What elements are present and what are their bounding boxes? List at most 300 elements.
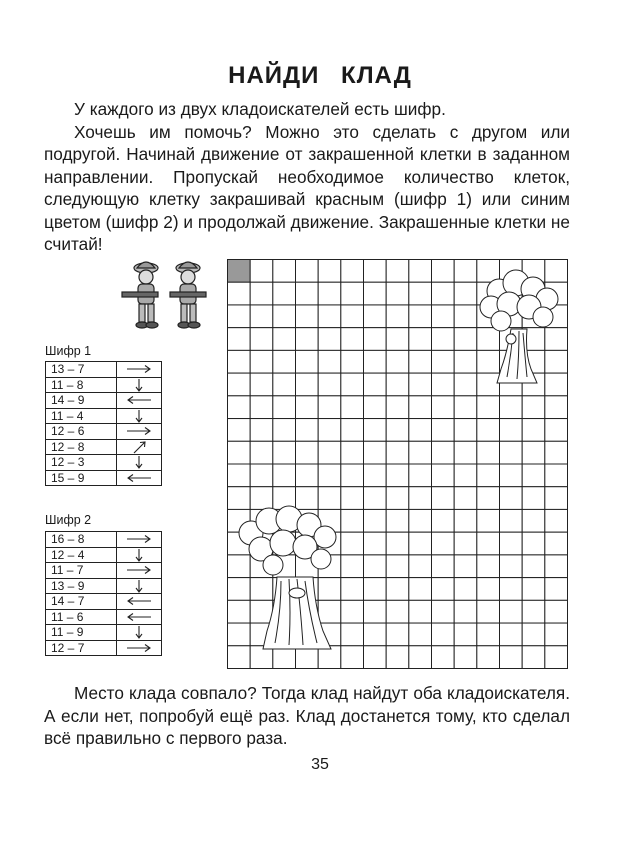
arrow-left-icon bbox=[124, 594, 154, 608]
grid-cell[interactable] bbox=[522, 623, 545, 646]
grid-cell[interactable] bbox=[477, 328, 500, 351]
grid-cell[interactable] bbox=[228, 350, 251, 373]
cipher-direction bbox=[117, 609, 162, 625]
grid-cell[interactable] bbox=[454, 600, 477, 623]
grid-cell[interactable] bbox=[341, 646, 364, 669]
grid-cell[interactable] bbox=[409, 487, 432, 510]
grid-cell[interactable] bbox=[250, 578, 273, 601]
grid-cell[interactable] bbox=[228, 646, 251, 669]
grid-cell[interactable] bbox=[432, 373, 455, 396]
cipher-direction bbox=[117, 640, 162, 656]
grid-cell[interactable] bbox=[409, 419, 432, 442]
cipher-direction bbox=[117, 377, 162, 393]
grid-cell[interactable] bbox=[500, 555, 523, 578]
grid-cell[interactable] bbox=[228, 464, 251, 487]
outro-text bbox=[44, 682, 570, 750]
grid-cell[interactable] bbox=[296, 282, 319, 305]
cipher-row bbox=[46, 578, 162, 594]
grid-cell[interactable] bbox=[250, 600, 273, 623]
cipher-direction bbox=[117, 578, 162, 594]
grid-cell[interactable] bbox=[341, 396, 364, 419]
grid-cell[interactable] bbox=[409, 555, 432, 578]
cipher-direction bbox=[117, 424, 162, 440]
grid-cell[interactable] bbox=[386, 373, 409, 396]
grid-cell[interactable] bbox=[432, 464, 455, 487]
cipher-row bbox=[46, 594, 162, 610]
grid-cell[interactable] bbox=[341, 328, 364, 351]
grid-cell[interactable] bbox=[545, 578, 568, 601]
grid-cell[interactable] bbox=[522, 441, 545, 464]
cipher-expression: 12 – 6 bbox=[46, 424, 117, 440]
grid-cell[interactable] bbox=[273, 328, 296, 351]
grid-cell[interactable] bbox=[296, 464, 319, 487]
grid-cell[interactable] bbox=[318, 282, 341, 305]
grid-cell[interactable] bbox=[341, 419, 364, 442]
grid-cell[interactable] bbox=[409, 305, 432, 328]
grid-cell[interactable] bbox=[341, 487, 364, 510]
grid-cell[interactable] bbox=[409, 623, 432, 646]
grid-cell[interactable] bbox=[432, 646, 455, 669]
cipher-expression: 12 – 3 bbox=[46, 455, 117, 471]
grid-cell[interactable] bbox=[386, 419, 409, 442]
intro-paragraph-1: У каждого из двух кладоискателей есть шифр. bbox=[74, 99, 446, 119]
grid-cell[interactable] bbox=[250, 464, 273, 487]
grid-cell[interactable] bbox=[250, 328, 273, 351]
grid-cell[interactable] bbox=[364, 600, 387, 623]
cipher-row bbox=[46, 455, 162, 471]
cipher-direction bbox=[117, 439, 162, 455]
grid-cell[interactable] bbox=[522, 532, 545, 555]
grid-cell[interactable] bbox=[386, 487, 409, 510]
grid-cell[interactable] bbox=[318, 373, 341, 396]
grid-cell[interactable] bbox=[318, 396, 341, 419]
grid-cell[interactable] bbox=[522, 464, 545, 487]
grid-cell[interactable] bbox=[273, 464, 296, 487]
grid-cell[interactable] bbox=[432, 600, 455, 623]
grid-cell[interactable] bbox=[477, 464, 500, 487]
grid-cell[interactable] bbox=[500, 419, 523, 442]
grid-cell[interactable] bbox=[341, 600, 364, 623]
arrow-down-icon bbox=[124, 548, 154, 562]
cipher-expression: 13 – 9 bbox=[46, 578, 117, 594]
grid-cell[interactable] bbox=[341, 260, 364, 283]
grid-cell[interactable] bbox=[522, 487, 545, 510]
grid-cell[interactable] bbox=[386, 464, 409, 487]
grid-cell[interactable] bbox=[545, 555, 568, 578]
cipher-expression: 14 – 9 bbox=[46, 393, 117, 409]
cipher-expression: 13 – 7 bbox=[46, 362, 117, 378]
grid-cell[interactable] bbox=[228, 555, 251, 578]
cipher-2-table bbox=[45, 531, 162, 656]
grid-cell[interactable] bbox=[386, 532, 409, 555]
grid-cell[interactable] bbox=[500, 600, 523, 623]
grid-cell[interactable] bbox=[273, 441, 296, 464]
grid-cell[interactable] bbox=[477, 509, 500, 532]
arrow-left-icon bbox=[124, 471, 154, 485]
grid-cell[interactable] bbox=[432, 396, 455, 419]
grid-cell[interactable] bbox=[409, 464, 432, 487]
grid-cell[interactable] bbox=[228, 328, 251, 351]
grid-cell[interactable] bbox=[386, 555, 409, 578]
grid-cell[interactable] bbox=[364, 419, 387, 442]
grid-cell[interactable] bbox=[545, 419, 568, 442]
cipher-row bbox=[46, 609, 162, 625]
arrow-down-icon bbox=[124, 579, 154, 593]
grid-cell[interactable] bbox=[432, 260, 455, 283]
grid-cell[interactable] bbox=[228, 373, 251, 396]
grid-cell[interactable] bbox=[341, 623, 364, 646]
grid-cell[interactable] bbox=[477, 532, 500, 555]
grid-cell[interactable] bbox=[273, 396, 296, 419]
grid-cell[interactable] bbox=[228, 282, 251, 305]
grid-cell[interactable] bbox=[228, 441, 251, 464]
grid-cell[interactable] bbox=[454, 282, 477, 305]
cipher-1-table bbox=[45, 361, 162, 486]
grid-cell[interactable] bbox=[454, 328, 477, 351]
grid-cell[interactable] bbox=[522, 600, 545, 623]
cipher-expression: 12 – 4 bbox=[46, 547, 117, 563]
grid-cell[interactable] bbox=[364, 305, 387, 328]
grid-cell[interactable] bbox=[386, 350, 409, 373]
grid-cell[interactable] bbox=[409, 260, 432, 283]
grid-cell[interactable] bbox=[454, 396, 477, 419]
grid-cell[interactable] bbox=[364, 646, 387, 669]
grid-cell[interactable] bbox=[545, 260, 568, 283]
grid-cell[interactable] bbox=[454, 509, 477, 532]
grid-cell[interactable] bbox=[318, 260, 341, 283]
grid-cell[interactable] bbox=[477, 578, 500, 601]
grid-cell[interactable] bbox=[341, 555, 364, 578]
grid-cell[interactable] bbox=[500, 464, 523, 487]
grid-cell[interactable] bbox=[454, 350, 477, 373]
grid-cell[interactable] bbox=[386, 600, 409, 623]
grid-cell[interactable] bbox=[364, 578, 387, 601]
cipher-expression: 11 – 6 bbox=[46, 609, 117, 625]
grid-cell[interactable] bbox=[318, 600, 341, 623]
grid-cell[interactable] bbox=[454, 419, 477, 442]
grid-cell[interactable] bbox=[364, 464, 387, 487]
grid-cell[interactable] bbox=[341, 578, 364, 601]
grid-cell[interactable] bbox=[273, 419, 296, 442]
grid-cell[interactable] bbox=[364, 328, 387, 351]
cipher-direction bbox=[117, 625, 162, 641]
grid-cell[interactable] bbox=[296, 396, 319, 419]
grid-cell[interactable] bbox=[477, 623, 500, 646]
grid-cell[interactable] bbox=[409, 441, 432, 464]
grid-cell[interactable] bbox=[454, 373, 477, 396]
grid-cell[interactable] bbox=[364, 509, 387, 532]
grid-cell[interactable] bbox=[228, 600, 251, 623]
treasure-grid[interactable] bbox=[227, 259, 568, 674]
grid-cell[interactable] bbox=[432, 328, 455, 351]
cipher-expression: 12 – 8 bbox=[46, 439, 117, 455]
grid-cell[interactable] bbox=[409, 578, 432, 601]
grid-cell[interactable] bbox=[454, 646, 477, 669]
grid-cell[interactable] bbox=[228, 623, 251, 646]
cipher-expression: 12 – 7 bbox=[46, 640, 117, 656]
grid-cell[interactable] bbox=[296, 260, 319, 283]
grid-cell[interactable] bbox=[296, 441, 319, 464]
grid-cell[interactable] bbox=[341, 305, 364, 328]
grid-cell[interactable] bbox=[432, 623, 455, 646]
grid-cell[interactable] bbox=[341, 532, 364, 555]
cipher-row bbox=[46, 640, 162, 656]
grid-cell[interactable] bbox=[545, 396, 568, 419]
arrow-down-icon bbox=[124, 625, 154, 639]
grid-cell[interactable] bbox=[386, 328, 409, 351]
grid-cell[interactable] bbox=[228, 396, 251, 419]
cipher-expression: 11 – 9 bbox=[46, 625, 117, 641]
grid-cell[interactable] bbox=[318, 305, 341, 328]
arrow-down-icon bbox=[124, 455, 154, 469]
grid-cell[interactable] bbox=[522, 419, 545, 442]
cipher-row bbox=[46, 439, 162, 455]
arrow-left-icon bbox=[124, 610, 154, 624]
grid-cell[interactable] bbox=[477, 555, 500, 578]
cipher-2-title: Шифр 2 bbox=[45, 513, 92, 527]
grid-cell[interactable] bbox=[341, 282, 364, 305]
arrow-right-icon bbox=[124, 362, 154, 376]
page-number: 35 bbox=[311, 756, 329, 773]
grid-cell[interactable] bbox=[500, 396, 523, 419]
cipher-direction bbox=[117, 547, 162, 563]
grid-cell[interactable] bbox=[477, 260, 500, 283]
grid-cell[interactable] bbox=[545, 532, 568, 555]
grid-cell[interactable] bbox=[318, 464, 341, 487]
grid-canvas[interactable] bbox=[227, 259, 568, 669]
grid-cell[interactable] bbox=[364, 532, 387, 555]
cipher-row bbox=[46, 393, 162, 409]
grid-cell[interactable] bbox=[477, 646, 500, 669]
cipher-row bbox=[46, 625, 162, 641]
grid-cell[interactable] bbox=[228, 419, 251, 442]
arrow-right-icon bbox=[124, 424, 154, 438]
cipher-direction bbox=[117, 470, 162, 486]
grid-cell[interactable] bbox=[341, 464, 364, 487]
grid-cell[interactable] bbox=[432, 282, 455, 305]
grid-cell[interactable] bbox=[341, 509, 364, 532]
arrow-down-icon bbox=[124, 409, 154, 423]
grid-cell[interactable] bbox=[477, 396, 500, 419]
grid-cell[interactable] bbox=[545, 350, 568, 373]
arrow-right-icon bbox=[124, 563, 154, 577]
cipher-row bbox=[46, 408, 162, 424]
grid-cell[interactable] bbox=[228, 578, 251, 601]
cipher-direction bbox=[117, 532, 162, 548]
cipher-expression: 16 – 8 bbox=[46, 532, 117, 548]
grid-cell[interactable] bbox=[318, 419, 341, 442]
cipher-row bbox=[46, 377, 162, 393]
grid-cell[interactable] bbox=[364, 441, 387, 464]
grid-cell[interactable] bbox=[454, 441, 477, 464]
grid-cell[interactable] bbox=[409, 532, 432, 555]
cipher-row bbox=[46, 424, 162, 440]
grid-cell[interactable] bbox=[364, 260, 387, 283]
grid-cell[interactable] bbox=[250, 487, 273, 510]
grid-cell[interactable] bbox=[318, 441, 341, 464]
grid-cell[interactable] bbox=[432, 509, 455, 532]
grid-cell[interactable] bbox=[409, 396, 432, 419]
grid-cell[interactable] bbox=[454, 487, 477, 510]
grid-cell[interactable] bbox=[296, 350, 319, 373]
grid-cell[interactable] bbox=[500, 623, 523, 646]
grid-cell[interactable] bbox=[250, 441, 273, 464]
grid-cell[interactable] bbox=[477, 600, 500, 623]
grid-cell[interactable] bbox=[432, 350, 455, 373]
grid-cell[interactable] bbox=[364, 282, 387, 305]
cipher-expression: 11 – 4 bbox=[46, 408, 117, 424]
grid-cell[interactable] bbox=[454, 464, 477, 487]
cipher-row bbox=[46, 470, 162, 486]
grid-cell[interactable] bbox=[432, 487, 455, 510]
grid-cell[interactable] bbox=[500, 646, 523, 669]
two-treasure-hunters-icon bbox=[118, 258, 214, 334]
grid-cell[interactable] bbox=[386, 509, 409, 532]
grid-cell[interactable] bbox=[386, 282, 409, 305]
grid-cell[interactable] bbox=[522, 578, 545, 601]
grid-cell[interactable] bbox=[364, 396, 387, 419]
grid-cell[interactable] bbox=[296, 305, 319, 328]
cipher-direction bbox=[117, 393, 162, 409]
cipher-direction bbox=[117, 362, 162, 378]
grid-cell[interactable] bbox=[364, 373, 387, 396]
grid-cell[interactable] bbox=[432, 419, 455, 442]
grid-cell[interactable] bbox=[432, 578, 455, 601]
cipher-direction bbox=[117, 455, 162, 471]
grid-cell[interactable] bbox=[500, 578, 523, 601]
grid-cell[interactable] bbox=[545, 600, 568, 623]
grid-cell[interactable] bbox=[341, 441, 364, 464]
grid-cell[interactable] bbox=[409, 600, 432, 623]
grid-cell[interactable] bbox=[250, 260, 273, 283]
grid-cell[interactable] bbox=[545, 464, 568, 487]
grid-cell[interactable] bbox=[432, 441, 455, 464]
grid-cell[interactable] bbox=[318, 578, 341, 601]
grid-cell[interactable] bbox=[522, 555, 545, 578]
grid-cell[interactable] bbox=[522, 509, 545, 532]
grid-cell[interactable] bbox=[364, 555, 387, 578]
grid-cell[interactable] bbox=[386, 260, 409, 283]
intro-text bbox=[44, 98, 570, 256]
grid-cell[interactable] bbox=[341, 350, 364, 373]
outro-paragraph: Место клада совпало? Тогда клад найдут оба кладоискателя. А если нет, попробуй ещё раз. Клад достанется тому, кто сделал всё правильно с первого раза. bbox=[44, 683, 570, 748]
grid-cell[interactable] bbox=[273, 373, 296, 396]
grid-cell[interactable] bbox=[250, 282, 273, 305]
grid-cell[interactable] bbox=[477, 441, 500, 464]
cipher-1-title: Шифр 1 bbox=[45, 344, 92, 358]
grid-cell[interactable] bbox=[318, 328, 341, 351]
cipher-expression: 11 – 7 bbox=[46, 563, 117, 579]
grid-cell[interactable] bbox=[409, 373, 432, 396]
grid-cell[interactable] bbox=[386, 305, 409, 328]
grid-cell[interactable] bbox=[318, 487, 341, 510]
grid-cell[interactable] bbox=[273, 282, 296, 305]
grid-cell[interactable] bbox=[409, 646, 432, 669]
grid-cell[interactable] bbox=[386, 396, 409, 419]
grid-cell[interactable] bbox=[477, 419, 500, 442]
grid-cell[interactable] bbox=[477, 487, 500, 510]
grid-cell[interactable] bbox=[386, 646, 409, 669]
grid-cell[interactable] bbox=[386, 441, 409, 464]
grid-cell[interactable] bbox=[409, 509, 432, 532]
grid-cell[interactable] bbox=[318, 350, 341, 373]
grid-cell[interactable] bbox=[477, 373, 500, 396]
grid-cell[interactable] bbox=[432, 305, 455, 328]
grid-cell[interactable] bbox=[454, 305, 477, 328]
grid-cell[interactable] bbox=[364, 623, 387, 646]
grid-cell[interactable] bbox=[409, 282, 432, 305]
cipher-expression: 14 – 7 bbox=[46, 594, 117, 610]
grid-cell[interactable] bbox=[522, 396, 545, 419]
grid-cell[interactable] bbox=[250, 396, 273, 419]
grid-cell[interactable] bbox=[386, 623, 409, 646]
arrow-up-right-icon bbox=[124, 440, 154, 454]
grid-cell[interactable] bbox=[296, 373, 319, 396]
grid-cell[interactable] bbox=[454, 623, 477, 646]
grid-cell[interactable] bbox=[500, 441, 523, 464]
grid-cell[interactable] bbox=[296, 419, 319, 442]
grid-cell[interactable] bbox=[545, 373, 568, 396]
start-cell[interactable] bbox=[228, 260, 251, 283]
grid-cell[interactable] bbox=[432, 532, 455, 555]
grid-cell[interactable] bbox=[454, 260, 477, 283]
grid-cell[interactable] bbox=[454, 578, 477, 601]
arrow-down-icon bbox=[124, 378, 154, 392]
grid-cell[interactable] bbox=[477, 350, 500, 373]
grid-cell[interactable] bbox=[341, 373, 364, 396]
grid-cell[interactable] bbox=[273, 350, 296, 373]
grid-cell[interactable] bbox=[545, 328, 568, 351]
grid-cell[interactable] bbox=[545, 646, 568, 669]
grid-cell[interactable] bbox=[250, 305, 273, 328]
grid-cell[interactable] bbox=[545, 623, 568, 646]
grid-cell[interactable] bbox=[454, 532, 477, 555]
arrow-right-icon bbox=[124, 532, 154, 546]
grid-cell[interactable] bbox=[500, 532, 523, 555]
grid-cell[interactable] bbox=[409, 350, 432, 373]
grid-cell[interactable] bbox=[250, 350, 273, 373]
grid-cell[interactable] bbox=[522, 646, 545, 669]
grid-cell[interactable] bbox=[228, 487, 251, 510]
grid-cell[interactable] bbox=[273, 305, 296, 328]
grid-cell[interactable] bbox=[545, 509, 568, 532]
arrow-right-icon bbox=[124, 641, 154, 655]
grid-cell[interactable] bbox=[364, 350, 387, 373]
grid-cell[interactable] bbox=[296, 487, 319, 510]
grid-cell[interactable] bbox=[500, 509, 523, 532]
grid-cell[interactable] bbox=[250, 419, 273, 442]
grid-cell[interactable] bbox=[545, 487, 568, 510]
grid-cell[interactable] bbox=[273, 260, 296, 283]
intro-paragraph-2: Хочешь им помочь? Можно это сделать с другом или подругой. Начинай движение от закрашенной клетки в заданном направлении. Пропускай необходимое количество клеток, следующую клетку закрашивай красным (шифр 1) или синим цветом (шифр 2) и продолжай движение. Закрашенные клетки не считай! bbox=[44, 121, 570, 254]
cipher-direction bbox=[117, 408, 162, 424]
grid-cell[interactable] bbox=[228, 305, 251, 328]
grid-cell[interactable] bbox=[545, 441, 568, 464]
page-title: НАЙДИ КЛАД bbox=[228, 62, 412, 89]
grid-cell[interactable] bbox=[409, 328, 432, 351]
grid-cell[interactable] bbox=[250, 373, 273, 396]
grid-cell[interactable] bbox=[500, 487, 523, 510]
arrow-left-icon bbox=[124, 393, 154, 407]
cipher-expression: 15 – 9 bbox=[46, 470, 117, 486]
cipher-row bbox=[46, 532, 162, 548]
cipher-direction bbox=[117, 563, 162, 579]
grid-cell[interactable] bbox=[454, 555, 477, 578]
grid-cell[interactable] bbox=[386, 578, 409, 601]
grid-cell[interactable] bbox=[432, 555, 455, 578]
grid-cell[interactable] bbox=[296, 328, 319, 351]
grid-cell[interactable] bbox=[364, 487, 387, 510]
